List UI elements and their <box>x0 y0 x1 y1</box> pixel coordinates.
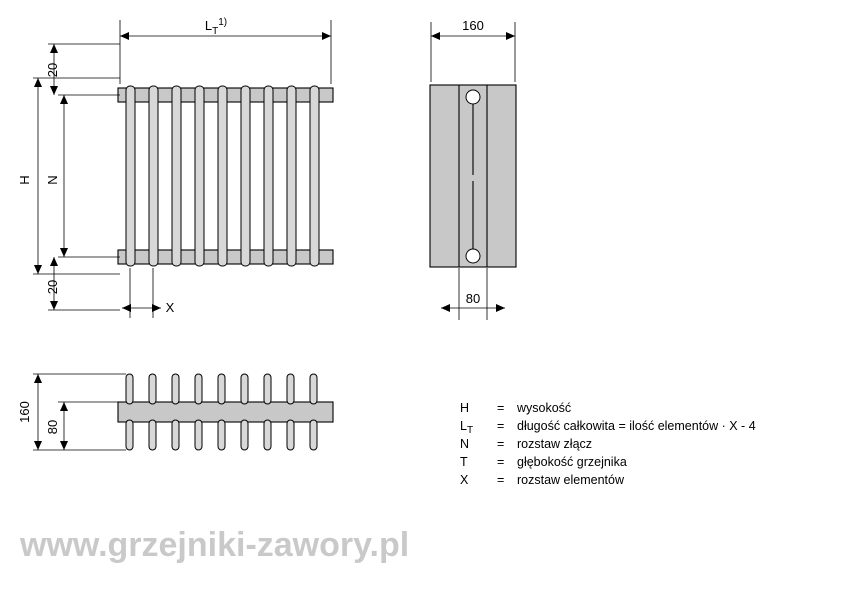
legend-desc-2: rozstaw złącz <box>517 437 593 451</box>
side-connector-bottom <box>466 249 480 263</box>
legend-symbol-3: T <box>460 455 468 469</box>
top-center-bar <box>118 402 333 422</box>
watermark-text: www.grzejniki-zawory.pl <box>20 526 410 564</box>
top-view-tubes-upper <box>126 374 317 404</box>
legend-symbol-1: $L_T$ <box>460 419 474 436</box>
legend-symbol-0: H <box>460 401 470 415</box>
legend-symbol-2: N <box>460 437 470 451</box>
legend-desc-0: wysokość <box>517 401 572 415</box>
label-LT: $L_T^{1)}$ <box>204 17 228 37</box>
top-view-tubes-lower <box>126 420 317 450</box>
dim-top-160 <box>33 374 126 450</box>
label-X: X <box>165 300 175 315</box>
legend-desc-4: rozstaw elementów <box>517 473 624 487</box>
dim-spacing-X <box>122 268 161 318</box>
legend-equals-3: = <box>497 455 505 469</box>
dim-top-80 <box>58 402 118 450</box>
legend <box>460 401 756 487</box>
label-top-80: 80 <box>45 419 60 435</box>
legend-equals-2: = <box>497 437 505 451</box>
front-view <box>33 20 333 318</box>
side-view <box>430 22 516 320</box>
legend-symbol-4: X <box>460 473 469 487</box>
dim-length-total <box>120 20 331 84</box>
legend-equals-1: = <box>497 419 505 433</box>
label-H: H <box>17 175 32 185</box>
legend-desc-1: długość całkowita = ilość elementów · X - 4 <box>517 419 756 433</box>
legend-equals-0: = <box>497 401 505 415</box>
top-view <box>33 374 333 450</box>
label-side-160: 160 <box>462 18 484 33</box>
label-N: N <box>45 175 60 185</box>
label-top-160: 160 <box>17 401 32 423</box>
legend-equals-4: = <box>497 473 505 487</box>
front-tubes <box>126 86 319 266</box>
label-side-80: 80 <box>465 291 481 306</box>
label-top-20: 20 <box>45 62 60 78</box>
dim-spacing-N <box>58 95 120 257</box>
legend-desc-3: głębokość grzejnika <box>517 455 627 469</box>
side-connector-top <box>466 90 480 104</box>
label-bottom-20: 20 <box>45 279 60 295</box>
